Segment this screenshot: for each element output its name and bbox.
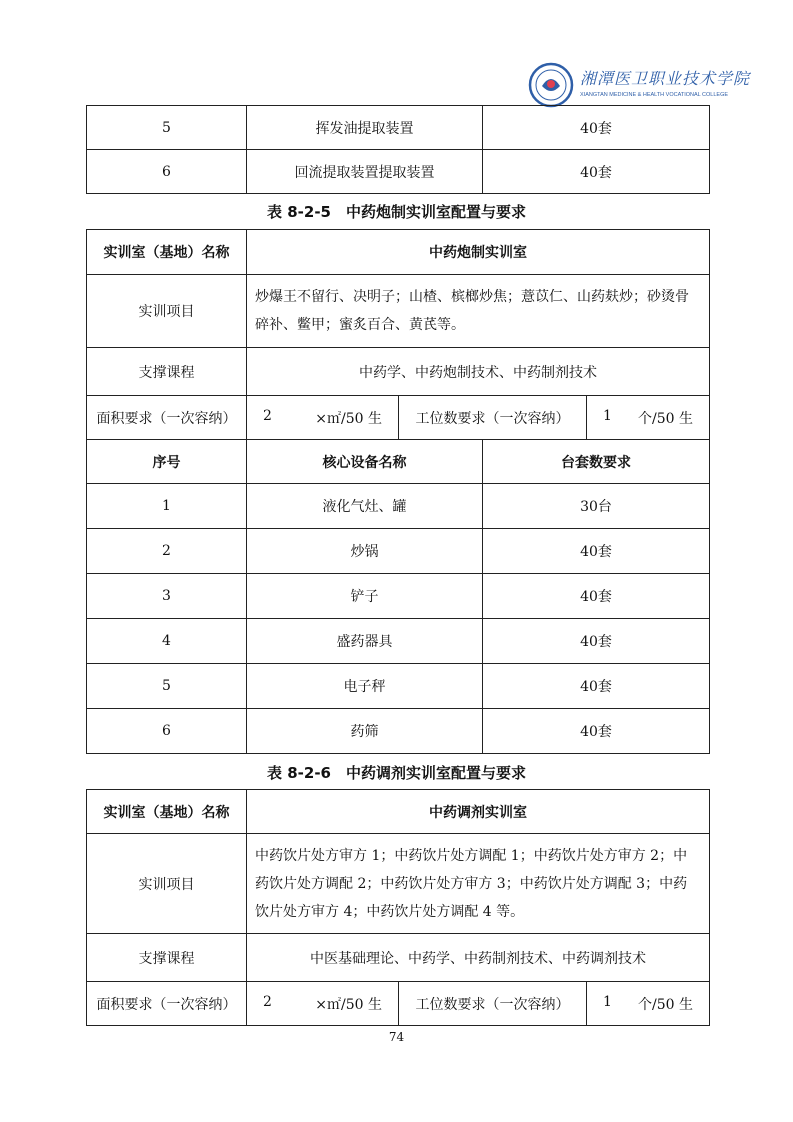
- col-header-name: 核心设备名称: [247, 440, 483, 484]
- equipment-name: 盛药器具: [247, 619, 483, 664]
- row-number: 4: [87, 619, 247, 664]
- area-number: 2: [263, 993, 272, 1010]
- stations-unit: 个/50 生: [638, 410, 693, 427]
- equipment-name: 液化气灶、罐: [247, 484, 483, 529]
- equipment-name: 挥发油提取装置: [247, 106, 483, 150]
- table-row: [87, 619, 710, 664]
- page-number: 74: [388, 1030, 405, 1044]
- area-unit: ×㎡/50 生: [315, 996, 382, 1013]
- row-number: 1: [87, 484, 247, 529]
- table-row: [87, 150, 710, 194]
- equipment-name: 回流提取装置提取装置: [247, 150, 483, 194]
- table-row: [87, 982, 710, 1026]
- equipment-qty: 30台: [483, 484, 710, 529]
- college-emblem-icon: [528, 62, 574, 108]
- equipment-name: 电子秤: [247, 664, 483, 709]
- equipment-qty: 40套: [483, 619, 710, 664]
- courses-label: 支撑课程: [87, 348, 247, 396]
- table-row: [87, 230, 710, 275]
- row-number: 2: [87, 529, 247, 574]
- equipment-qty: 40套: [483, 574, 710, 619]
- area-number: 2: [263, 407, 272, 424]
- equipment-qty: 40套: [483, 150, 710, 194]
- table-row: [87, 709, 710, 754]
- equipment-qty: 40套: [483, 664, 710, 709]
- table-row: [87, 275, 710, 348]
- projects-label: 实训项目: [87, 834, 247, 934]
- area-value: [247, 396, 399, 440]
- processing-lab-table: [86, 229, 710, 754]
- table-row: [87, 529, 710, 574]
- continued-equipment-table: [86, 105, 710, 194]
- table-row: [87, 934, 710, 982]
- col-header-no: 序号: [87, 440, 247, 484]
- area-value: [247, 982, 399, 1026]
- table-row: [87, 834, 710, 934]
- equipment-name: 炒锅: [247, 529, 483, 574]
- col-header-qty: 台套数要求: [483, 440, 710, 484]
- table-row: [87, 574, 710, 619]
- room-label: 实训室（基地）名称: [87, 230, 247, 275]
- row-number: 6: [87, 150, 247, 194]
- projects-label: 实训项目: [87, 275, 247, 348]
- room-name: 中药炮制实训室: [247, 230, 710, 275]
- room-label: 实训室（基地）名称: [87, 790, 247, 834]
- equipment-name: 铲子: [247, 574, 483, 619]
- table-row: [87, 396, 710, 440]
- equipment-name: 药筛: [247, 709, 483, 754]
- table-row: [87, 790, 710, 834]
- courses-label: 支撑课程: [87, 934, 247, 982]
- courses-text: 中药学、中药炮制技术、中药制剂技术: [247, 348, 710, 396]
- equipment-qty: 40套: [483, 529, 710, 574]
- row-number: 5: [87, 664, 247, 709]
- row-number: 5: [87, 106, 247, 150]
- stations-label: 工位数要求（一次容纳）: [399, 396, 587, 440]
- table-row: [87, 106, 710, 150]
- courses-text: 中医基础理论、中药学、中药制剂技术、中药调剂技术: [247, 934, 710, 982]
- area-label: 面积要求（一次容纳）: [87, 982, 247, 1026]
- area-label: 面积要求（一次容纳）: [87, 396, 247, 440]
- projects-text: 中药饮片处方审方 1；中药饮片处方调配 1；中药饮片处方审方 2；中药饮片处方调配 2；中药饮片处方审方 3；中药饮片处方调配 3；中药饮片处方审方 4；中药饮片处方调配 4 等。: [247, 834, 710, 934]
- dispensing-lab-table: [86, 789, 710, 1026]
- table-header-row: [87, 440, 710, 484]
- stations-value: [587, 982, 710, 1026]
- stations-number: 1: [603, 993, 612, 1010]
- projects-text: 炒爆王不留行、决明子；山楂、槟榔炒焦；薏苡仁、山药麸炒；砂烫骨碎补、鳖甲；蜜炙百合、黄芪等。: [247, 275, 710, 348]
- row-number: 3: [87, 574, 247, 619]
- equipment-qty: 40套: [483, 106, 710, 150]
- table-row: [87, 484, 710, 529]
- table-caption-8-2-5: 表 8-2-5 中药炮制实训室配置与要求: [267, 203, 526, 221]
- stations-number: 1: [603, 407, 612, 424]
- room-name: 中药调剂实训室: [247, 790, 710, 834]
- stations-label: 工位数要求（一次容纳）: [399, 982, 587, 1026]
- table-caption-8-2-6: 表 8-2-6 中药调剂实训室配置与要求: [267, 764, 526, 782]
- college-name-cn: 湘潭医卫职业技术学院: [580, 69, 751, 88]
- college-name-en: XIANGTAN MEDICINE & HEALTH VOCATIONAL COLLEGE: [580, 92, 729, 98]
- table-row: [87, 348, 710, 396]
- equipment-qty: 40套: [483, 709, 710, 754]
- area-unit: ×㎡/50 生: [315, 410, 382, 427]
- table-row: [87, 664, 710, 709]
- stations-unit: 个/50 生: [638, 996, 693, 1013]
- row-number: 6: [87, 709, 247, 754]
- stations-value: [587, 396, 710, 440]
